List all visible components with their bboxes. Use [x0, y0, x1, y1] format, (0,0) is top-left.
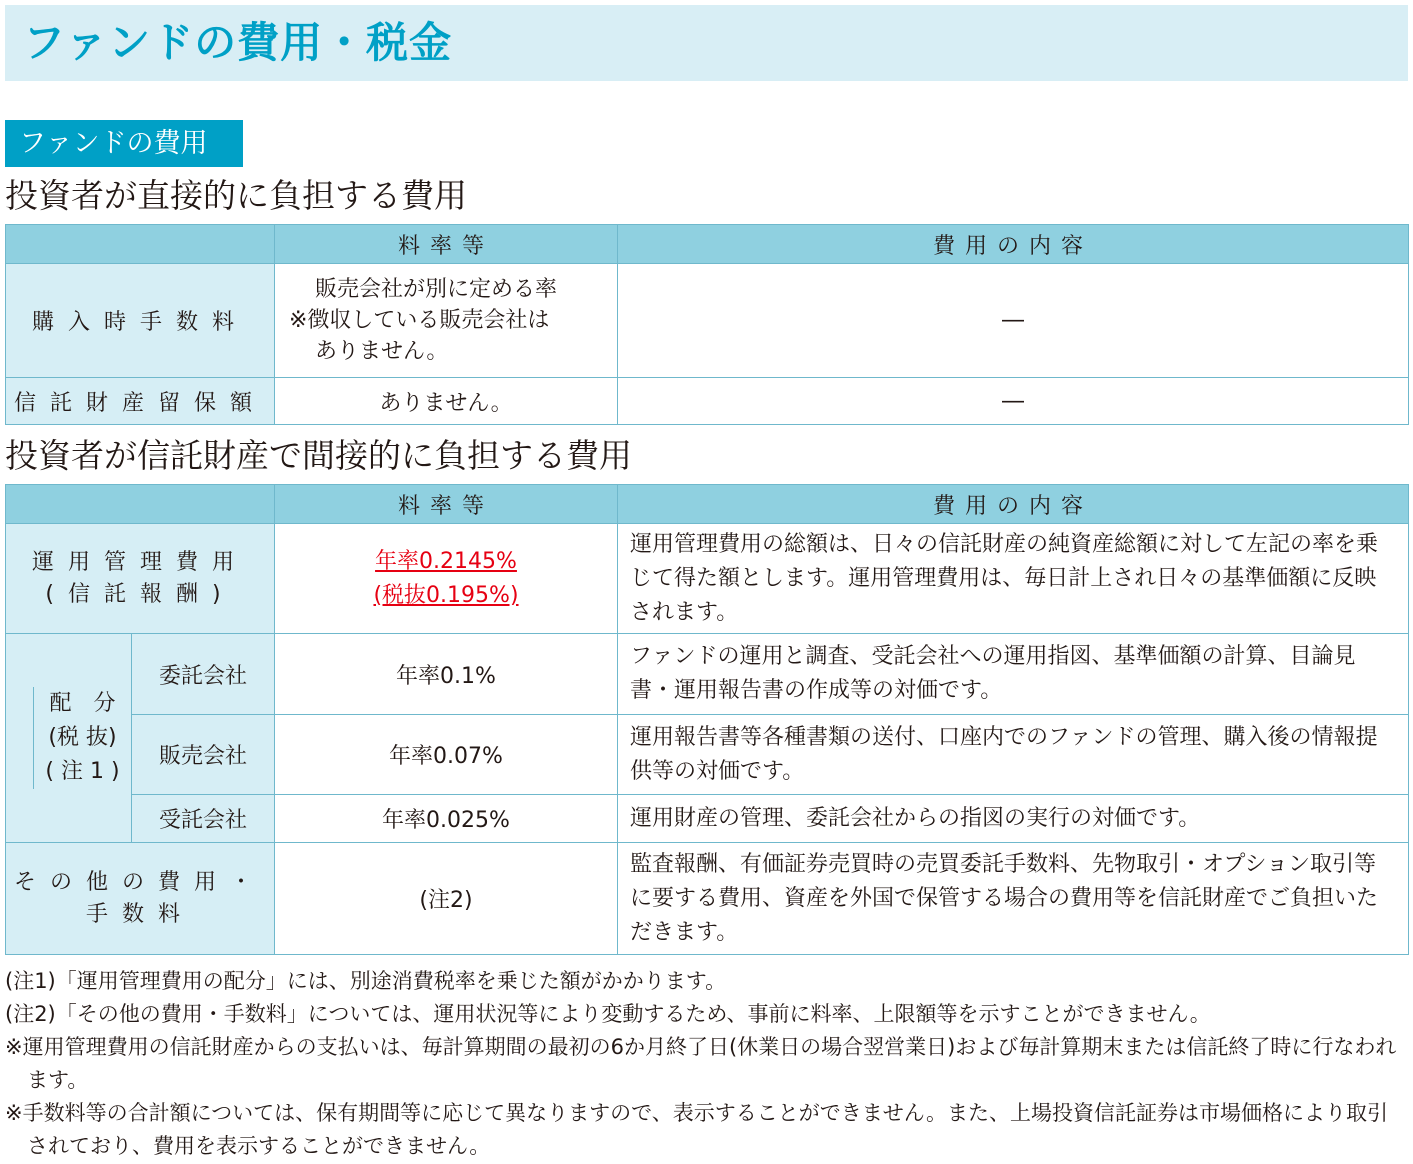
table-header-row: [6, 485, 1409, 524]
label-line: 配 分: [49, 691, 116, 716]
table-row: [6, 264, 1409, 378]
page-title-bar: [5, 5, 1408, 81]
distribution-label-cell: [6, 634, 132, 843]
label-line: その他の費用・: [13, 869, 266, 895]
section-badge: ファンドの費用: [5, 120, 243, 167]
rate-line: ありません。: [315, 339, 449, 364]
content-cell: 運用管理費用の総額は、日々の信託財産の純資産総額に対して左記の率を乗じて得た額とします。運用管理費用は、毎日計上され日々の基準価額に反映されます。: [618, 524, 1409, 634]
row-label: [6, 524, 275, 634]
rate-cell: [275, 264, 618, 378]
row-label: [6, 843, 275, 955]
header-rate: 料率等: [275, 485, 618, 524]
table-row: [6, 715, 1409, 795]
footnote: ※運用管理費用の信託財産からの支払いは、毎計算期間の最初の6か月終了日(休業日の場合翌営業日)および毎計算期末または信託終了時に行なわれます。: [5, 1035, 1397, 1092]
table-row: [6, 378, 1409, 425]
label-line: ( 注 1 ): [45, 759, 120, 784]
label-line: 手数料: [85, 901, 194, 927]
content-cell: ―: [618, 378, 1409, 425]
header-empty: [6, 485, 275, 524]
rate-cell: ありません。: [275, 378, 618, 425]
label-line: 運用管理費用: [31, 549, 248, 575]
dist-name: 販売会社: [132, 715, 275, 795]
rate-cell: 年率0.1%: [275, 634, 618, 715]
rate-line: 年率0.2145%: [375, 548, 517, 574]
table-row: [6, 524, 1409, 634]
content-cell: ―: [618, 264, 1409, 378]
footnote: (注1)「運用管理費用の配分」には、別途消費税率を乗じた額がかかります。: [5, 969, 727, 993]
direct-cost-table: [5, 224, 1409, 425]
header-content: 費用の内容: [618, 485, 1409, 524]
table-row: [6, 843, 1409, 955]
dist-name: 委託会社: [132, 634, 275, 715]
rate-line: 販売会社が別に定める率: [315, 277, 558, 302]
content-cell: 運用財産の管理、委託会社からの指図の実行の対価です。: [618, 795, 1409, 843]
row-label: 購入時手数料: [6, 264, 275, 378]
table-row: [6, 634, 1409, 715]
indirect-cost-table: [5, 484, 1409, 955]
rate-cell: [275, 524, 618, 634]
rate-cell: (注2): [275, 843, 618, 955]
rate-line: (税抜0.195%): [373, 582, 519, 608]
rate-line: ※徴収している販売会社は: [289, 308, 550, 333]
label-line: (税 抜): [48, 725, 117, 750]
table-header-row: [6, 225, 1409, 264]
header-empty: [6, 225, 275, 264]
content-cell: 監査報酬、有価証券売買時の売買委託手数料、先物取引・オプション取引等に要する費用、資産を外国で保管する場合の費用等を信託財産でご負担いただきます。: [618, 843, 1409, 955]
page-title: ファンドの費用・税金: [23, 18, 453, 67]
label-line: (信託報酬): [45, 581, 235, 607]
rate-cell: 年率0.07%: [275, 715, 618, 795]
footnote: (注2)「その他の費用・手数料」については、運用状況等により変動するため、事前に料率、上限額等を示すことができません。: [5, 1002, 1211, 1026]
distribution-label: [33, 687, 131, 789]
dist-name: 受託会社: [132, 795, 275, 843]
footnotes: [5, 965, 1408, 1163]
footnote: ※手数料等の合計額については、保有期間等に応じて異なりますので、表示することができません。また、上場投資信託証券は市場価格により取引されており、費用を表示することができません。: [5, 1101, 1389, 1158]
header-content: 費用の内容: [618, 225, 1409, 264]
row-label: 信託財産留保額: [6, 378, 275, 425]
content-cell: ファンドの運用と調査、受託会社への運用指図、基準価額の計算、目論見書・運用報告書の作成等の対価です。: [618, 634, 1409, 715]
section2-heading: 投資者が信託財産で間接的に負担する費用: [5, 436, 632, 475]
header-rate: 料率等: [275, 225, 618, 264]
section1-heading: 投資者が直接的に負担する費用: [5, 176, 467, 215]
content-cell: 運用報告書等各種書類の送付、口座内でのファンドの管理、購入後の情報提供等の対価です。: [618, 715, 1409, 795]
rate-cell: 年率0.025%: [275, 795, 618, 843]
table-row: [6, 795, 1409, 843]
